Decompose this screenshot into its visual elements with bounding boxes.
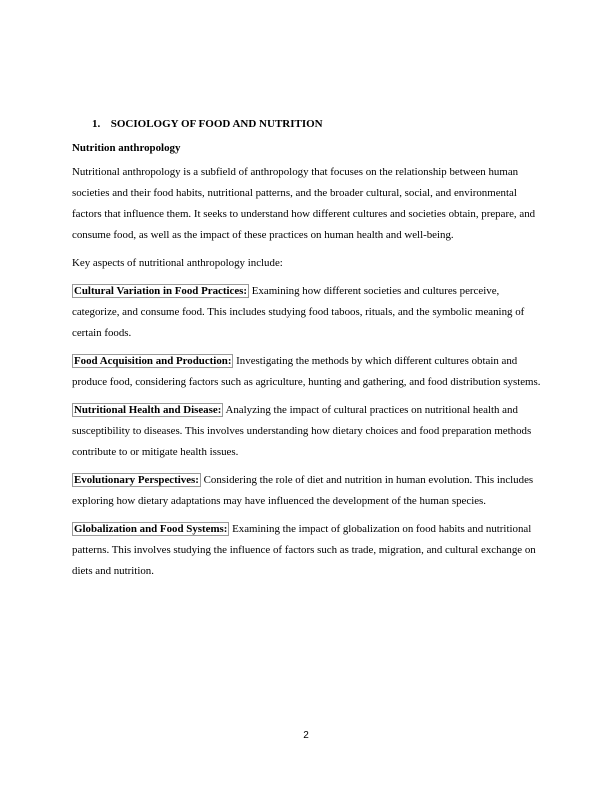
key-aspects-intro: Key aspects of nutritional anthropology include: bbox=[72, 257, 283, 269]
aspect-text: Considering the role of diet and nutrition in human evolution. This includes exploring how dietary adaptations may have influenced the development of the human species. bbox=[72, 474, 534, 507]
aspect-term: Globalization and Food Systems: bbox=[74, 523, 228, 535]
aspect-text: Analyzing the impact of cultural practices on nutritional health and susceptibility to diseases. This involves understanding how dietary choices and food preparation methods contribute to or mitigate health issues. bbox=[72, 404, 532, 458]
page-number: 2 bbox=[303, 730, 309, 741]
aspect-term: Cultural Variation in Food Practices: bbox=[74, 285, 248, 297]
page-content bbox=[72, 115, 542, 589]
aspect-term: Food Acquisition and Production: bbox=[74, 355, 232, 367]
aspect-term: Nutritional Health and Disease: bbox=[74, 404, 222, 416]
section-title: SOCIOLOGY OF FOOD AND NUTRITION bbox=[110, 118, 323, 130]
aspect-text: Examining how different societies and cultures perceive, categorize, and consume food. This includes studying food taboos, rituals, and the symbolic meaning of certain foods. bbox=[72, 285, 525, 339]
aspect-paragraph-nutritional-health bbox=[72, 400, 542, 463]
subheading: Nutrition anthropology bbox=[72, 142, 181, 154]
aspect-paragraph-food-acquisition bbox=[72, 351, 542, 393]
intro-paragraph: Nutritional anthropology is a subfield of anthropology that focuses on the relationship between human societies and their food habits, nutritional patterns, and the broader cultural, social, and environmental factors that influence them. It seeks to understand how different cultures and societies obtain, prepare, and consume food, as well as the impact of these practices on human health and well-being. bbox=[72, 166, 536, 241]
section-number: 1. bbox=[92, 118, 101, 130]
aspect-paragraph-evolutionary bbox=[72, 470, 542, 512]
aspect-paragraph-cultural-variation bbox=[72, 281, 542, 344]
aspect-text: Examining the impact of globalization on food habits and nutritional patterns. This involves studying the influence of factors such as trade, migration, and cultural exchange on diets and nutrition. bbox=[72, 523, 536, 577]
aspect-text: Investigating the methods by which different cultures obtain and produce food, considering factors such as agriculture, hunting and gathering, and food distribution systems. bbox=[72, 355, 541, 388]
aspect-term: Evolutionary Perspectives: bbox=[74, 474, 199, 486]
section-heading bbox=[92, 115, 542, 133]
aspect-paragraph-globalization bbox=[72, 519, 542, 582]
